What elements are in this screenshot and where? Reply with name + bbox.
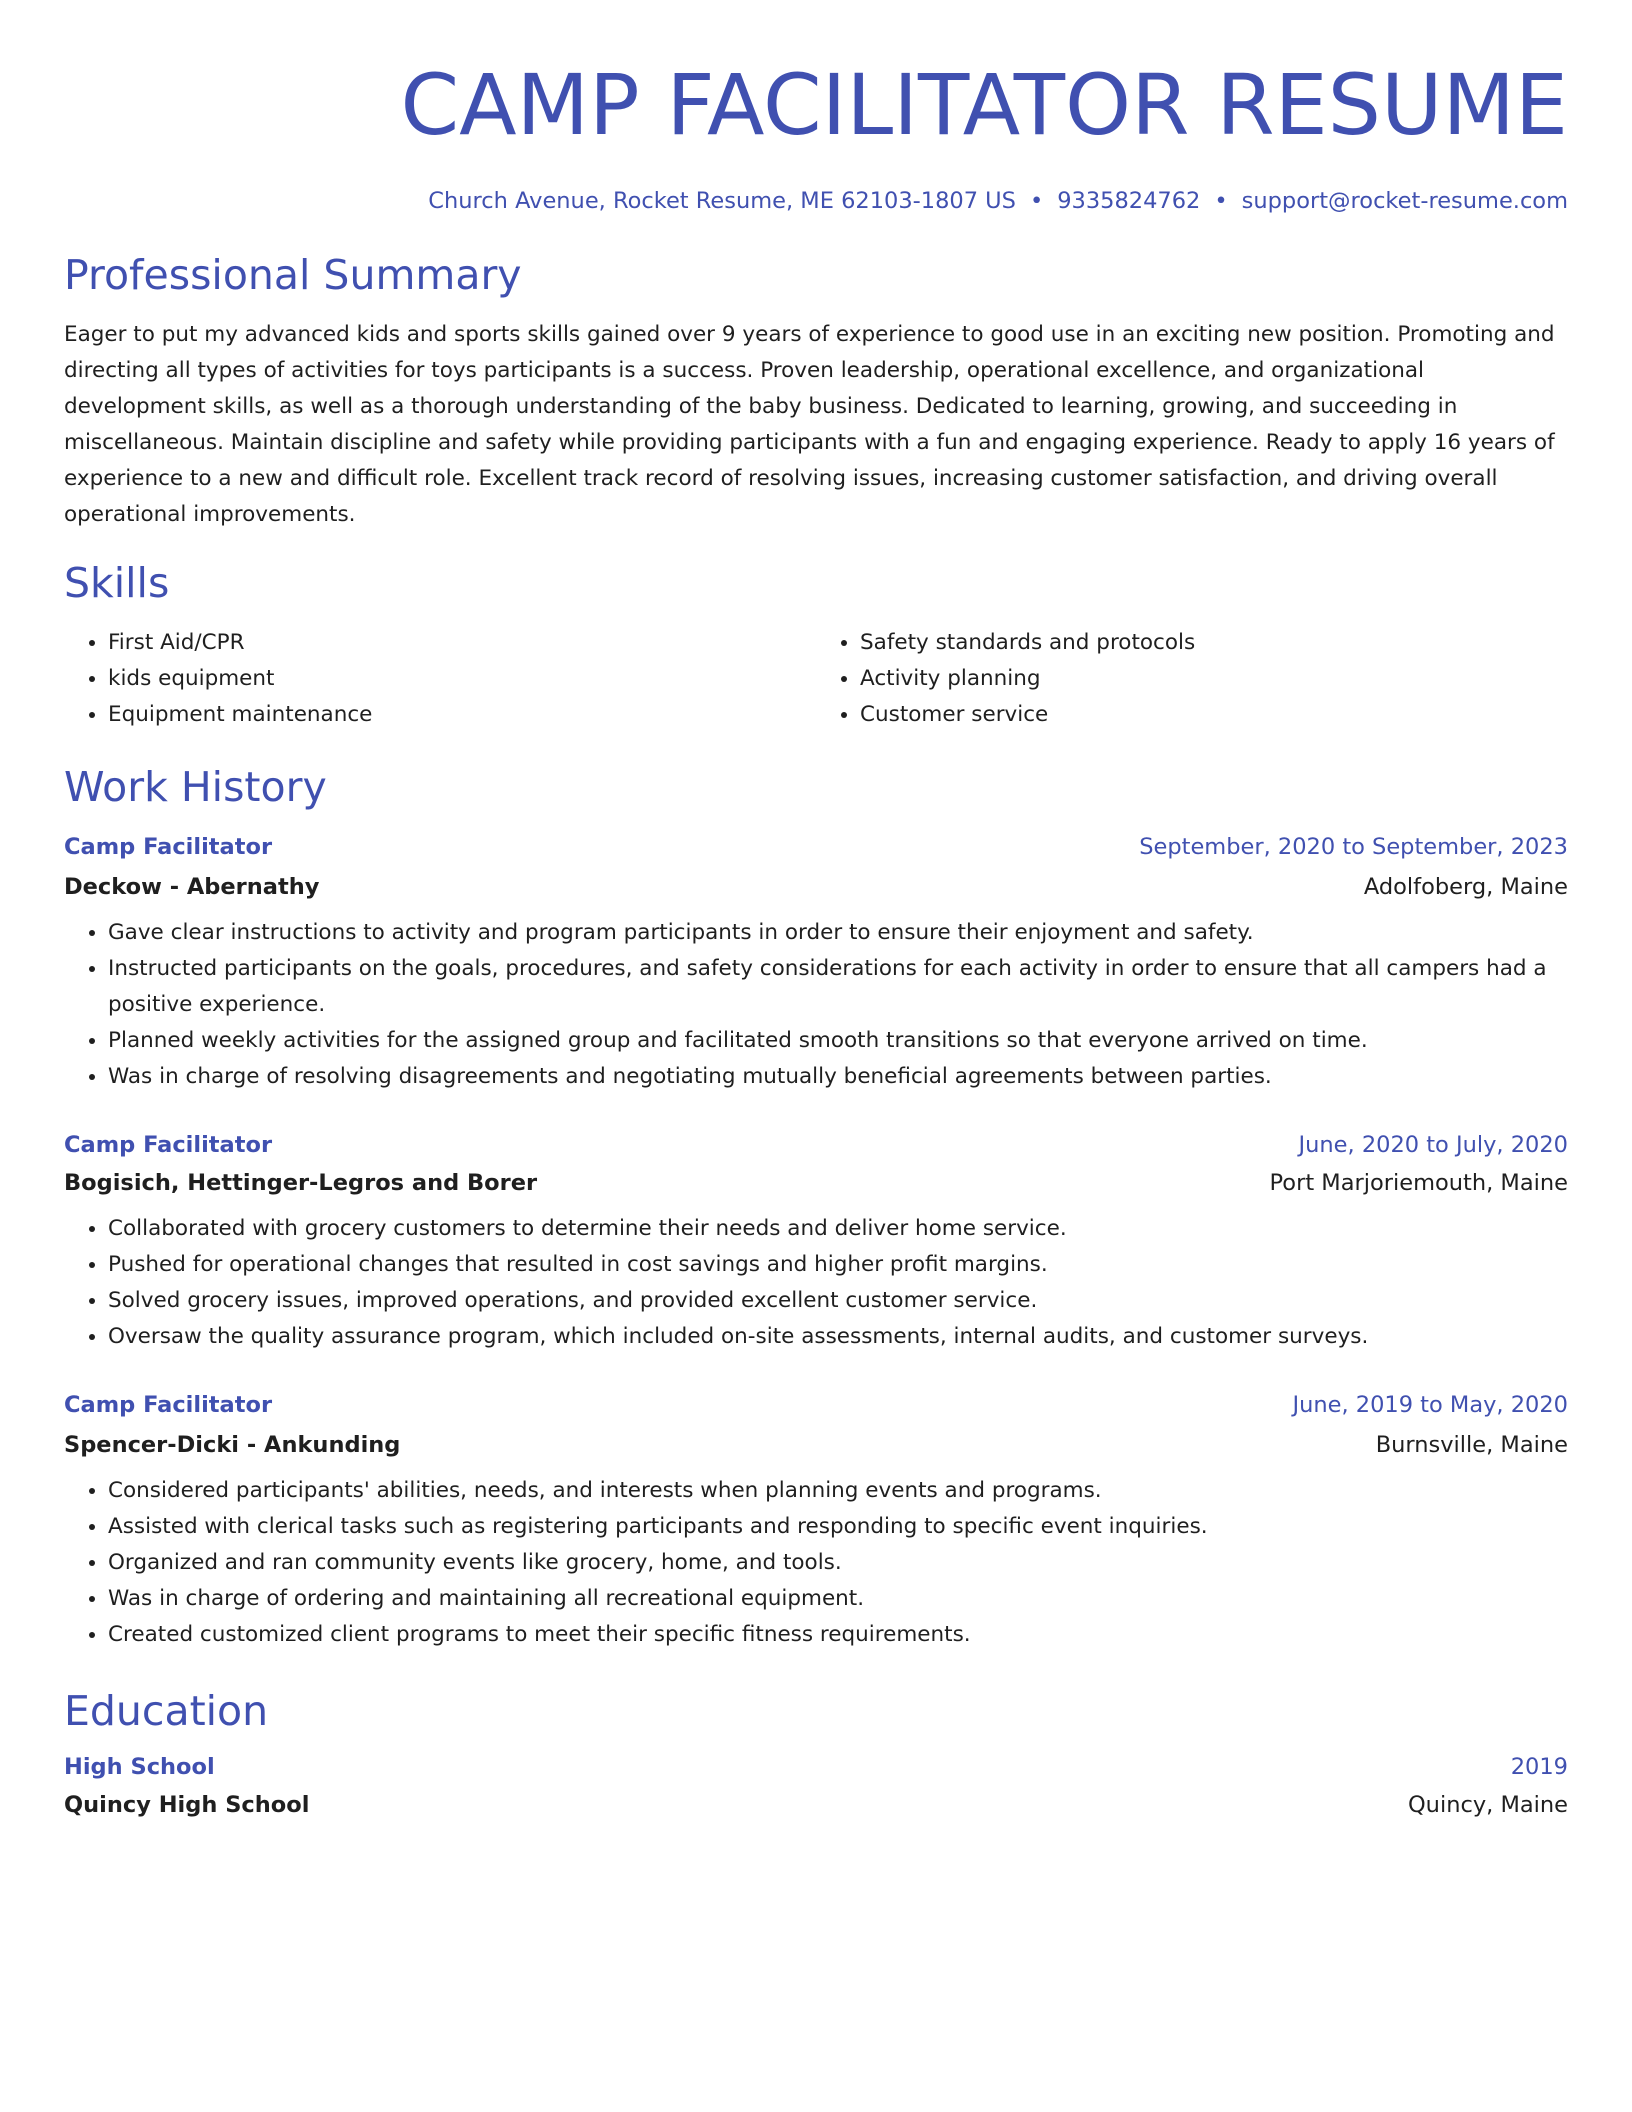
section-heading-work: Work History	[64, 763, 327, 811]
skills-list-left	[64, 625, 816, 733]
graduation-year: 2019	[1510, 1754, 1568, 1780]
job-bullet: • Created customized client programs to meet their specific fitness requirements.	[108, 1617, 1568, 1653]
job-dates: June, 2019 to May, 2020	[1292, 1392, 1568, 1418]
section-heading-education: Education	[64, 1687, 269, 1735]
job-header	[64, 1387, 1568, 1423]
school-location: Quincy, Maine	[1407, 1792, 1568, 1818]
work-section	[64, 759, 1568, 1653]
job-bullet: • Planned weekly activities for the assigned group and facilitated smooth transitions so that everyone arrived on time.	[108, 1023, 1568, 1059]
company-name: Deckow - Abernathy	[64, 874, 320, 900]
job-subheader	[64, 1165, 1568, 1201]
skills-list-right	[816, 625, 1568, 733]
job-location: Burnsville, Maine	[1375, 1432, 1568, 1458]
skill-item: • Equipment maintenance	[108, 697, 816, 733]
job-title: Camp Facilitator	[64, 1392, 273, 1418]
education-section	[64, 1683, 1568, 1823]
job-bullet: • Was in charge of resolving disagreements and negotiating mutually beneficial agreements between parties.	[108, 1059, 1568, 1095]
education-subheader	[64, 1787, 1568, 1823]
job-bullets	[64, 915, 1568, 1095]
job-title: Camp Facilitator	[64, 1132, 273, 1158]
job-subheader	[64, 1427, 1568, 1463]
section-heading-skills: Skills	[64, 559, 170, 607]
education-header	[64, 1749, 1568, 1785]
skill-item: • Safety standards and protocols	[860, 625, 1568, 661]
job-bullet: • Oversaw the quality assurance program, which included on-site assessments, internal audits, and customer surveys.	[108, 1319, 1568, 1355]
job-bullet: • Gave clear instructions to activity and program participants in order to ensure their enjoyment and safety.	[108, 915, 1568, 951]
job-bullet: • Was in charge of ordering and maintaining all recreational equipment.	[108, 1581, 1568, 1617]
job-bullets	[64, 1211, 1568, 1355]
job-dates: September, 2020 to September, 2023	[1139, 834, 1568, 860]
job-bullet: • Organized and ran community events like grocery, home, and tools.	[108, 1545, 1568, 1581]
job-location: Port Marjoriemouth, Maine	[1269, 1170, 1568, 1196]
job-bullet: • Assisted with clerical tasks such as registering participants and responding to specific event inquiries.	[108, 1509, 1568, 1545]
separator: •	[1214, 188, 1228, 214]
job-bullet: • Instructed participants on the goals, procedures, and safety considerations for each activity in order to ensure that all campers had a positive experience.	[108, 951, 1568, 1023]
summary-text: Eager to put my advanced kids and sports skills gained over 9 years of experience to good use in an exciting new position. Promoting and directing all types of activities for toys participants is a success. Proven leadership, operational excellence, and organizational development skills, as well as a thorough understanding of the baby business. Dedicated to learning, growing, and succeeding in miscellaneous. Maintain discipline and safety while providing participants with a fun and engaging experience. Ready to apply 16 years of experience to a new and difficult role. Excellent track record of resolving issues, increasing customer satisfaction, and driving overall operational improvements.	[64, 322, 1555, 527]
company-name: Spencer-Dicki - Ankunding	[64, 1432, 401, 1458]
degree: High School	[64, 1754, 215, 1780]
job-title: Camp Facilitator	[64, 834, 273, 860]
summary-section	[64, 247, 1568, 533]
job-subheader	[64, 869, 1568, 905]
job-bullet: • Collaborated with grocery customers to determine their needs and deliver home service.	[108, 1211, 1568, 1247]
job-bullet: • Solved grocery issues, improved operations, and provided excellent customer service.	[108, 1283, 1568, 1319]
job-location: Adolfoberg, Maine	[1363, 874, 1568, 900]
phone: 9335824762	[1057, 188, 1201, 214]
job-entry	[64, 1127, 1568, 1355]
skills-section	[64, 555, 1568, 733]
email: support@rocket-resume.com	[1241, 188, 1568, 214]
section-heading-summary: Professional Summary	[64, 251, 522, 299]
skill-item: • Customer service	[860, 697, 1568, 733]
job-bullet: • Pushed for operational changes that resulted in cost savings and higher profit margins.	[108, 1247, 1568, 1283]
job-header	[64, 829, 1568, 865]
page-title: CAMP FACILITATOR RESUME	[400, 56, 1568, 154]
separator: •	[1029, 188, 1044, 214]
job-bullet: • Considered participants' abilities, needs, and interests when planning events and programs.	[108, 1473, 1568, 1509]
job-entry	[64, 829, 1568, 1095]
job-dates: June, 2020 to July, 2020	[1298, 1132, 1568, 1158]
skill-item: • Activity planning	[860, 661, 1568, 697]
skills-grid	[64, 625, 1568, 733]
job-header	[64, 1127, 1568, 1163]
school-name: Quincy High School	[64, 1792, 310, 1818]
job-entry	[64, 1387, 1568, 1653]
skill-item: • First Aid/CPR	[108, 625, 816, 661]
job-bullets	[64, 1473, 1568, 1653]
address: Church Avenue, Rocket Resume, ME 62103-1807 US	[428, 188, 1016, 214]
company-name: Bogisich, Hettinger-Legros and Borer	[64, 1170, 538, 1196]
contact-line	[64, 185, 1568, 217]
skill-item: • kids equipment	[108, 661, 816, 697]
